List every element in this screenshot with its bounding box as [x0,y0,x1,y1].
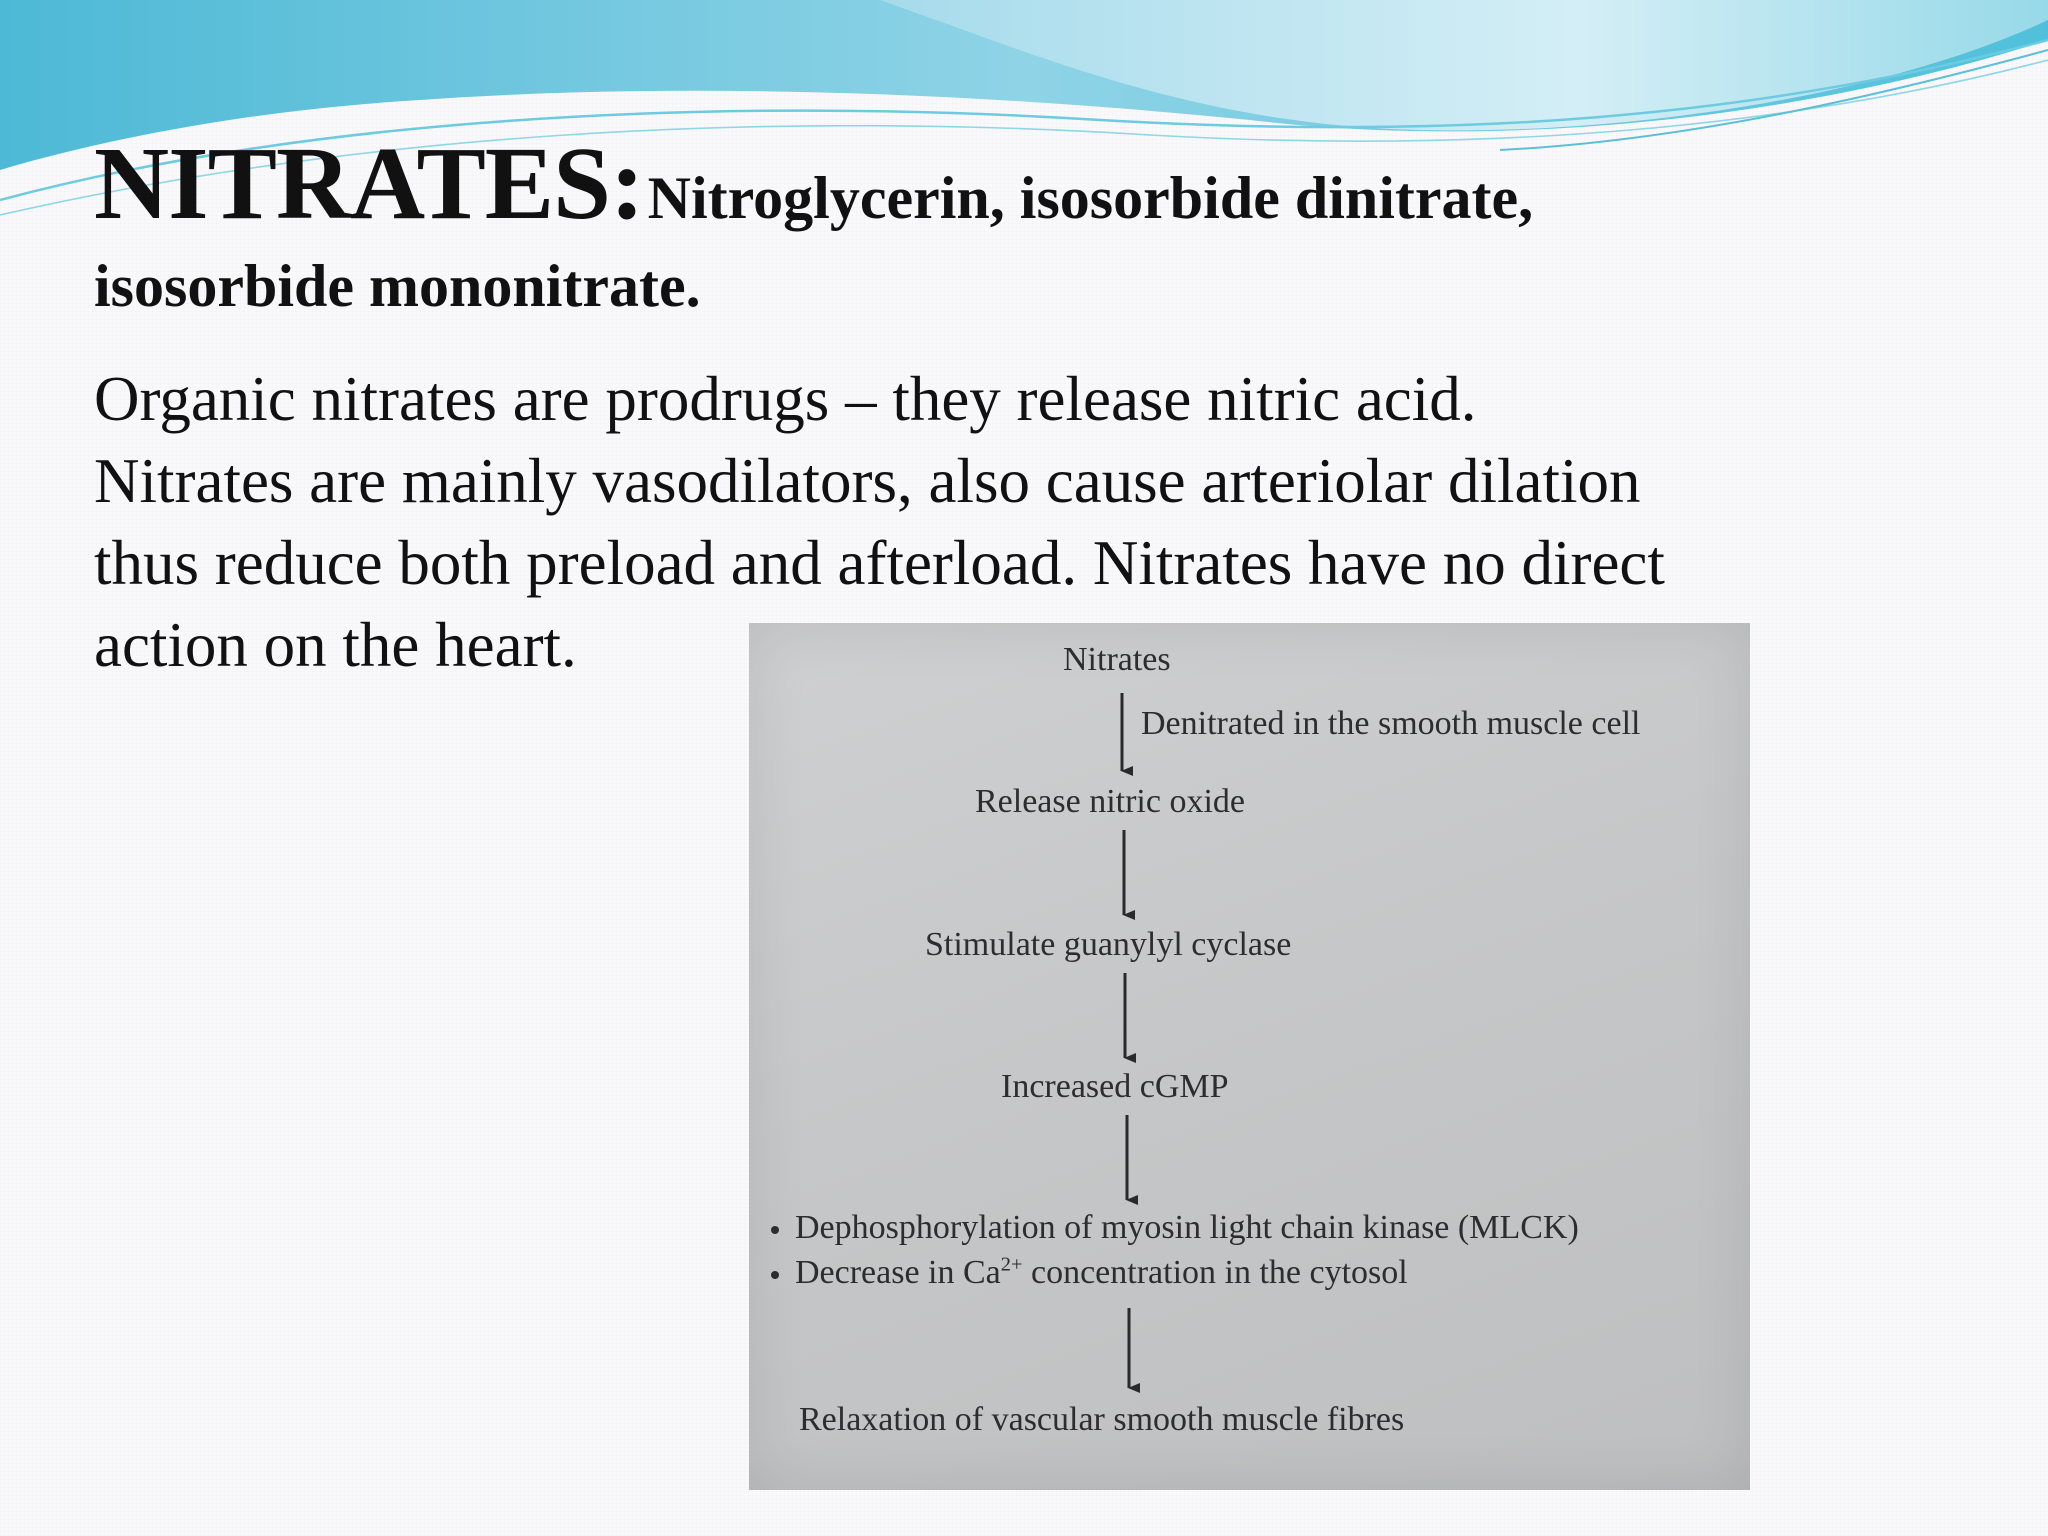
node-relaxation: Relaxation of vascular smooth muscle fibres [799,1401,1405,1438]
node-release-nitric-oxide: Release nitric oxide [975,783,1246,820]
bullet-decrease-suffix: concentration in the cytosol [1022,1254,1408,1291]
bullet-decrease-prefix: Decrease in Ca [795,1254,1001,1291]
calcium-charge: 2+ [1000,1253,1023,1276]
body-line: Nitrates are mainly vasodilators, also cause arteriolar dilation [94,446,1641,516]
title-subtitle-1: Nitroglycerin, isosorbide dinitrate, [647,165,1534,231]
bullet-dot [771,1271,779,1279]
edge-label-denitrated: Denitrated in the smooth muscle cell [1141,705,1641,742]
node-nitrates: Nitrates [1063,641,1171,678]
body-line: Organic nitrates are prodrugs – they release nitric acid. [94,364,1477,434]
node-stimulate-guanylyl-cyclase: Stimulate guanylyl cyclase [925,926,1292,963]
bullet-decrease-calcium [795,1253,1408,1291]
flowchart-arrows [749,623,1750,1490]
bullet-dephosphorylation: Dephosphorylation of myosin light chain kinase (MLCK) [795,1209,1579,1246]
body-line: thus reduce both preload and afterload. Nitrates have no direct [94,528,1665,598]
body-line: action on the heart. [94,610,577,680]
flowchart-photo [749,623,1750,1490]
bullet-dot [771,1226,779,1234]
title-subtitle-2: isosorbide mononitrate. [94,253,701,319]
node-increased-cgmp: Increased cGMP [1001,1068,1229,1105]
title-main: NITRATES: [94,126,644,241]
title-line-1 [94,126,1974,241]
slide-title [94,126,1974,319]
